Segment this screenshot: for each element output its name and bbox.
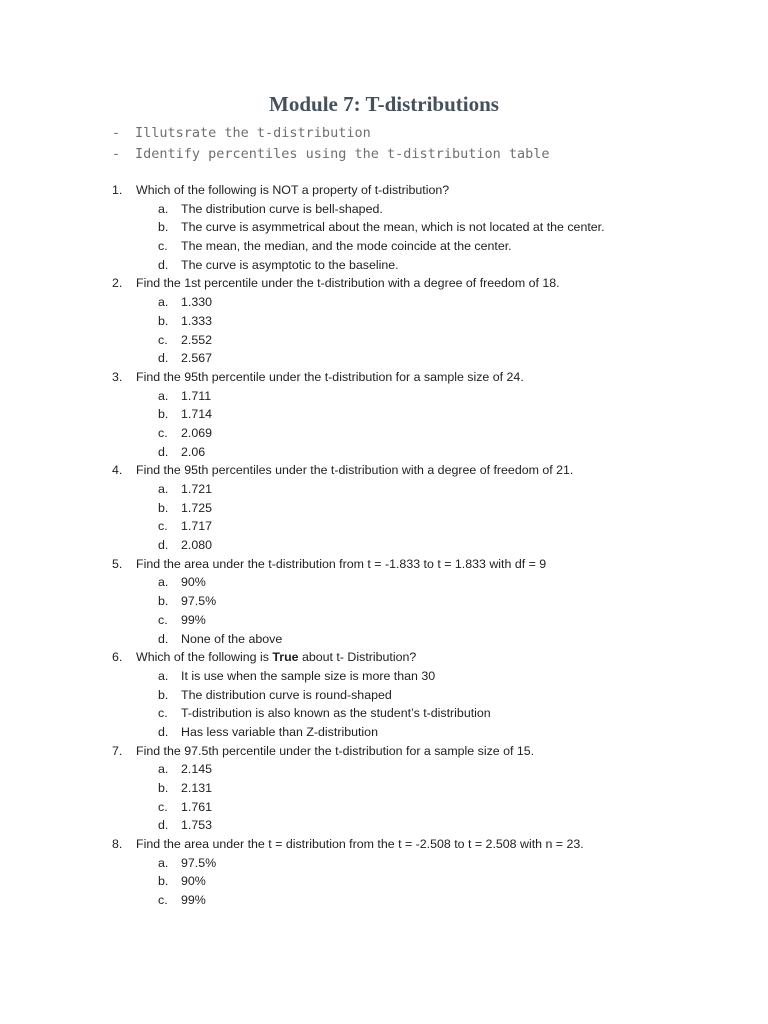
option-text: 2.069 (181, 425, 213, 440)
option-letter: b. (158, 874, 169, 889)
answer-option (112, 592, 605, 611)
answer-option (112, 630, 605, 649)
option-letter: d. (158, 818, 169, 833)
question-text-before: Which of the following is (136, 650, 273, 665)
question-text-bold: True (272, 650, 299, 665)
answer-option (112, 723, 605, 742)
question-item (112, 742, 605, 761)
question-number: 7. (112, 743, 123, 758)
option-text: 97.5% (181, 855, 217, 870)
option-text: The mean, the median, and the mode coincide at the center. (181, 239, 512, 254)
option-letter: b. (158, 407, 169, 422)
option-letter: a. (158, 762, 169, 777)
answer-option (112, 405, 605, 424)
objective-text: Illutsrate the t-distribution (135, 125, 371, 141)
option-letter: d. (158, 631, 169, 646)
answer-option (112, 872, 605, 891)
option-text: 2.567 (181, 351, 213, 366)
option-letter: c. (158, 519, 168, 534)
question-number: 1. (112, 183, 123, 197)
option-letter: d. (158, 724, 169, 739)
option-text: The curve is asymptotic to the baseline. (181, 257, 399, 272)
question-item (112, 274, 605, 293)
option-text: 2.552 (181, 332, 213, 347)
answer-option (112, 573, 605, 592)
option-text: The distribution curve is bell-shaped. (181, 201, 383, 216)
answer-option (112, 480, 605, 499)
option-letter: a. (158, 201, 169, 216)
objective-bullet: - (112, 125, 121, 141)
option-text: 97.5% (181, 594, 217, 609)
option-text: 1.330 (181, 295, 213, 310)
option-text: The curve is asymmetrical about the mean, which is not located at the center. (181, 220, 605, 235)
option-letter: d. (158, 444, 169, 459)
option-text: 1.711 (181, 388, 212, 403)
option-text: 99% (181, 612, 206, 627)
option-text: 1.725 (181, 500, 213, 515)
page-title: Module 7: T-distributions (269, 92, 499, 116)
option-text: 2.145 (181, 762, 213, 777)
option-text: It is use when the sample size is more than 30 (181, 668, 436, 683)
question-text: Find the area under the t = distribution from the t = -2.508 to t = 2.508 with n = 23. (136, 837, 584, 852)
option-letter: d. (158, 538, 169, 553)
option-letter: c. (158, 239, 168, 254)
option-letter: b. (158, 781, 169, 795)
question-number: 5. (112, 556, 123, 571)
option-letter: b. (158, 313, 169, 328)
answer-option (112, 854, 605, 873)
answer-option (112, 536, 605, 555)
option-text: The distribution curve is round-shaped (181, 687, 392, 702)
answer-option (112, 891, 605, 910)
answer-option (112, 256, 605, 275)
question-text: Find the 95th percentiles under the t-distribution with a degree of freedom of 21. (136, 463, 574, 478)
answer-option (112, 760, 605, 779)
option-letter: c. (158, 612, 168, 627)
option-letter: d. (158, 257, 169, 272)
answer-option (112, 293, 605, 312)
question-text: Find the 95th percentile under the t-distribution for a sample size of 24. (136, 369, 524, 384)
option-text: 1.717 (181, 519, 213, 534)
question-text: Find the 1st percentile under the t-distribution with a degree of freedom of 18. (136, 276, 560, 291)
answer-option (112, 331, 605, 350)
option-letter: c. (158, 706, 168, 721)
question-text: Find the area under the t-distribution from t = -1.833 to t = 1.833 with df = 9 (136, 556, 547, 571)
option-letter: b. (158, 220, 169, 235)
objective-item (112, 144, 550, 165)
answer-option (112, 611, 605, 630)
question-number: 3. (112, 369, 123, 384)
answer-option (112, 704, 605, 723)
question-item (112, 648, 605, 667)
question-text: Find the 97.5th percentile under the t-distribution for a sample size of 15. (136, 743, 535, 758)
option-letter: b. (158, 500, 169, 515)
option-text: 1.714 (181, 407, 213, 422)
question-item (112, 461, 605, 480)
answer-option (112, 798, 605, 817)
answer-option (112, 387, 605, 406)
objective-text: Identify percentiles using the t-distribution table (135, 146, 550, 162)
answer-option (112, 443, 605, 462)
answer-option (112, 667, 605, 686)
option-text: 1.333 (181, 313, 213, 328)
question-list (112, 181, 605, 910)
answer-option (112, 779, 605, 798)
question-number: 8. (112, 837, 123, 852)
option-text: 1.753 (181, 818, 213, 833)
question-item (112, 181, 605, 200)
option-text: 2.080 (181, 538, 213, 553)
question-item (112, 555, 605, 574)
answer-option (112, 686, 605, 705)
option-text: 1.761 (181, 799, 213, 814)
option-text: 90% (181, 874, 206, 889)
option-letter: c. (158, 425, 168, 440)
option-letter: b. (158, 687, 169, 702)
objective-item (112, 123, 550, 144)
answer-option (112, 499, 605, 518)
option-letter: a. (158, 855, 169, 870)
option-text: None of the above (181, 631, 283, 646)
option-letter: a. (158, 482, 169, 496)
answer-option (112, 349, 605, 368)
question-number: 6. (112, 650, 123, 665)
option-letter: a. (158, 295, 169, 310)
answer-option (112, 218, 605, 237)
question-number: 2. (112, 276, 123, 291)
option-text: 1.721 (181, 482, 213, 496)
option-text: 2.131 (181, 781, 213, 795)
option-letter: b. (158, 594, 169, 609)
option-letter: c. (158, 799, 168, 814)
question-item (112, 835, 605, 854)
option-text: Has less variable than Z-distribution (181, 724, 378, 739)
question-number: 4. (112, 463, 123, 478)
option-letter: a. (158, 575, 169, 590)
option-letter: a. (158, 668, 169, 683)
answer-option (112, 424, 605, 443)
option-text: T-distribution is also known as the student’s t-distribution (181, 706, 491, 721)
answer-option (112, 517, 605, 536)
answer-option (112, 237, 605, 256)
option-letter: c. (158, 893, 168, 908)
question-text: Which of the following is NOT a property of t-distribution? (136, 183, 450, 197)
answer-option (112, 312, 605, 331)
answer-option (112, 816, 605, 835)
option-letter: d. (158, 351, 169, 366)
option-text: 90% (181, 575, 206, 590)
option-letter: c. (158, 332, 168, 347)
option-text: 99% (181, 893, 206, 908)
question-item (112, 368, 605, 387)
option-letter: a. (158, 388, 169, 403)
objective-bullet: - (112, 146, 121, 162)
objectives-list (112, 123, 550, 165)
option-text: 2.06 (181, 444, 206, 459)
question-text-after: about t- Distribution? (298, 650, 417, 665)
answer-option (112, 200, 605, 219)
